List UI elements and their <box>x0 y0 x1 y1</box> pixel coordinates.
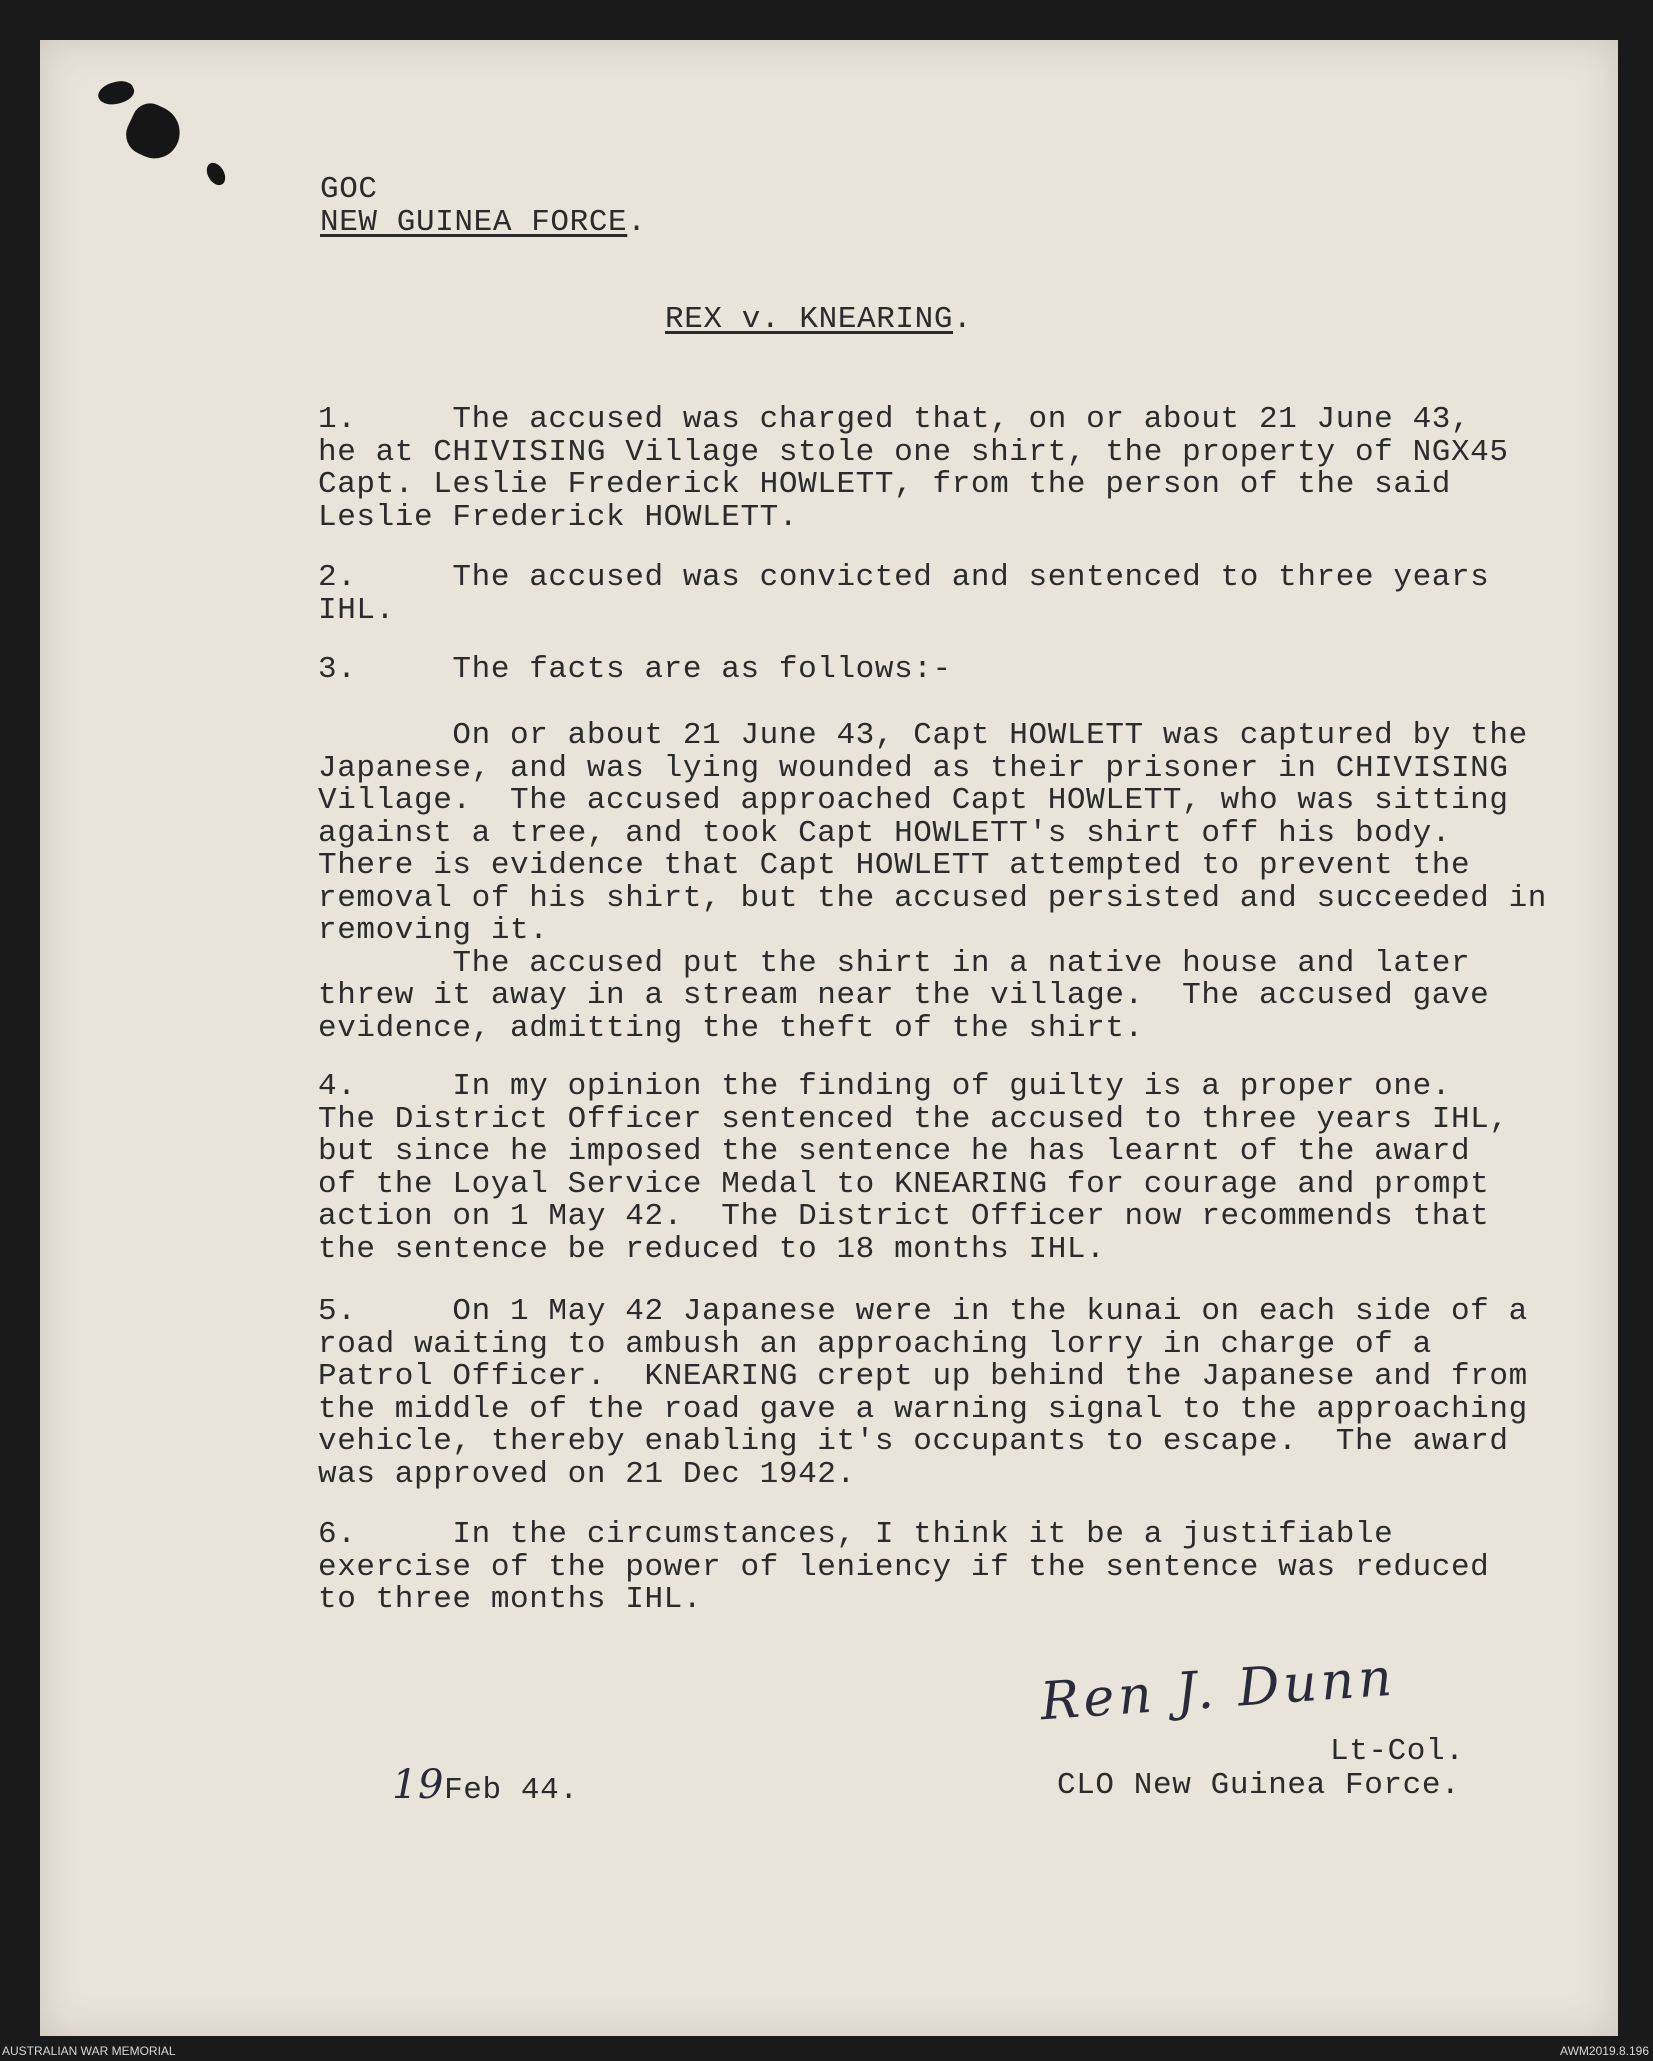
addressee-line2-suffix: . <box>627 205 647 240</box>
position: CLO New Guinea Force. <box>1057 1768 1461 1803</box>
addressee-line2 <box>320 207 646 240</box>
document-title <box>665 304 972 337</box>
date <box>392 1762 579 1808</box>
paragraph-2: 2. The accused was convicted and sentenced to three years IHL. <box>318 560 1490 628</box>
paragraph-1: 1. The accused was charged that, on or about 21 June 43, he at CHIVISING Village stole one shirt, the property of NGX45 Capt. Leslie Frederick HOWLETT, from the person of the said Leslie Frederick HOWLETT. <box>318 402 1509 535</box>
paragraph-6: 6. In the circumstances, I think it be a justifiable exercise of the power of leniency if the sentence was reduced to three months IHL. <box>318 1517 1490 1617</box>
addressee-line1: GOC <box>320 172 378 207</box>
punch-hole-middle <box>119 97 188 166</box>
paragraph-3-facts: On or about 21 June 43, Capt HOWLETT was captured by the Japanese, and was lying wounded as their prisoner in CHIVISING Village. The accused approached Capt HOWLETT, who was sitting against a tree, and took Capt HOWLETT's shirt off his body. There is evidence that Capt HOWLETT attempted to prevent the removal of his shirt, but the accused persisted and succeeded in removing it. The accused put the shirt in a native house and later threw it away in a stream near the village. The accused gave evidence, admitting the theft of the shirt. <box>318 718 1547 1046</box>
paragraph-3: 3. The facts are as follows:- <box>318 652 952 687</box>
footer-right: AWM2019.8.196 <box>1560 2044 1649 2058</box>
date-typed: Feb 44. <box>444 1773 579 1808</box>
addressee-line2-text: NEW GUINEA FORCE <box>320 205 628 240</box>
paragraph-5: 5. On 1 May 42 Japanese were in the kunai on each side of a road waiting to ambush an approaching lorry in charge of a Patrol Officer. KNEARING crept up behind the Japanese and from the middle of the road gave a warning signal to the approaching vehicle, thereby enabling it's occupants to escape. The award was approved on 21 Dec 1942. <box>318 1294 1528 1492</box>
punch-hole-top <box>95 77 136 110</box>
rank: Lt-Col. <box>1330 1734 1465 1769</box>
signature: Ren J. Dunn <box>1038 1647 1398 1733</box>
document-title-suffix: . <box>953 302 973 337</box>
document-title-text: REX v. KNEARING <box>665 302 954 337</box>
date-handwritten: 19 <box>392 1762 445 1808</box>
footer-left: AUSTRALIAN WAR MEMORIAL <box>2 2044 176 2058</box>
paragraph-4: 4. In my opinion the finding of guilty is a proper one. The District Officer sentenced the accused to three years IHL, but since he imposed the sentence he has learnt of the award of the Loyal Service Medal to KNEARING for courage and prompt action on 1 May 42. The District Officer now recommends that the sentence be reduced to 18 months IHL. <box>318 1069 1509 1267</box>
punch-hole-bottom <box>203 160 229 189</box>
